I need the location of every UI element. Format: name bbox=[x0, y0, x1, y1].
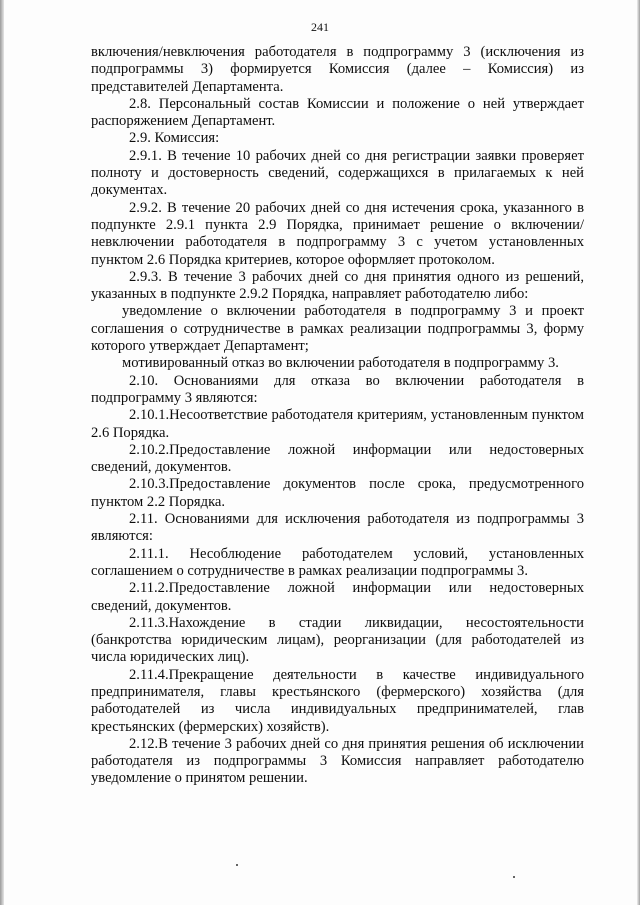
paragraph-notice-option: уведомление о включении работодателя в подпрограмму 3 и проект соглашения о сотрудничестве в рамках реализации подпрограммы 3, форму которого утверждает Департамент; bbox=[91, 303, 584, 355]
document-body bbox=[91, 44, 584, 788]
scan-speck bbox=[513, 876, 515, 878]
paragraph-2-9-1: 2.9.1. В течение 10 рабочих дней со дня регистрации заявки проверяет полноту и достоверность сведений, содержащихся в прилагаемых к ней документах. bbox=[91, 147, 584, 199]
paragraph-2-9: 2.9. Комиссия: bbox=[129, 130, 220, 147]
paragraph-2-11-4: 2.11.4.Прекращение деятельности в качестве индивидуального предпринимателя, главы крестьянского (фермерского) хозяйства (для работодателей из числа индивидуальных предпринимателей, глав крестьянских (фермерских) хозяйств). bbox=[91, 666, 584, 735]
paragraph-2-10: 2.10. Основаниями для отказа во включении работодателя в подпрограмму 3 являются: bbox=[91, 372, 584, 406]
paragraph-2-10-1: 2.10.1.Несоответствие работодателя критериям, установленным пунктом 2.6 Порядка. bbox=[91, 407, 584, 441]
scan-speck bbox=[236, 864, 238, 866]
page-number: 241 bbox=[311, 20, 329, 34]
paragraph-2-8: 2.8. Персональный состав Комиссии и положение о ней утверждает распоряжением Департамент. bbox=[91, 95, 584, 130]
paragraph-refusal-option: мотивированный отказ во включении работодателя в подпрограмму 3. bbox=[122, 355, 559, 372]
paragraph-2-9-3: 2.9.3. В течение 3 рабочих дней со дня принятия одного из решений, указанных в подпункте 2.9.2 Порядка, направляет работодателю либо: bbox=[91, 268, 584, 303]
paragraph-2-9-2: 2.9.2. В течение 20 рабочих дней со дня истечения срока, указанного в подпункте 2.9.1 пункта 2.9 Порядка, принимает решение о включении/невключении работодателя в подпрограмму 3 с учетом установленных пунктом 2.6 Порядка критериев, которое оформляет протоколом. bbox=[91, 199, 584, 268]
scan-edge-left bbox=[0, 0, 4, 905]
paragraph-2-11-1: 2.11.1. Несоблюдение работодателем условий, установленных соглашением о сотрудничестве в рамках реализации подпрограммы 3. bbox=[91, 545, 584, 579]
paragraph-2-11-3: 2.11.3.Нахождение в стадии ликвидации, несостоятельности (банкротства юридическим лицам), реорганизации (для работодателей из числа юридических лиц). bbox=[91, 614, 584, 666]
paragraph-2-12: 2.12.В течение 3 рабочих дней со дня принятия решения об исключении работодателя из подпрограммы 3 Комиссия направляет работодателю уведомление о принятом решении. bbox=[91, 735, 584, 787]
paragraph-2-11-2: 2.11.2.Предоставление ложной информации или недостоверных сведений, документов. bbox=[91, 580, 584, 614]
paragraph-2-11: 2.11. Основаниями для исключения работодателя из подпрограммы 3 являются: bbox=[91, 511, 584, 545]
paragraph-2-10-3: 2.10.3.Предоставление документов после срока, предусмотренного пунктом 2.2 Порядка. bbox=[91, 476, 584, 510]
paragraph-2-10-2: 2.10.2.Предоставление ложной информации или недостоверных сведений, документов. bbox=[91, 441, 584, 476]
paragraph-intro: включения/невключения работодателя в подпрограмму 3 (исключения из подпрограммы 3) формируется Комиссия (далее – Комиссия) из представителей Департамента. bbox=[91, 44, 584, 95]
